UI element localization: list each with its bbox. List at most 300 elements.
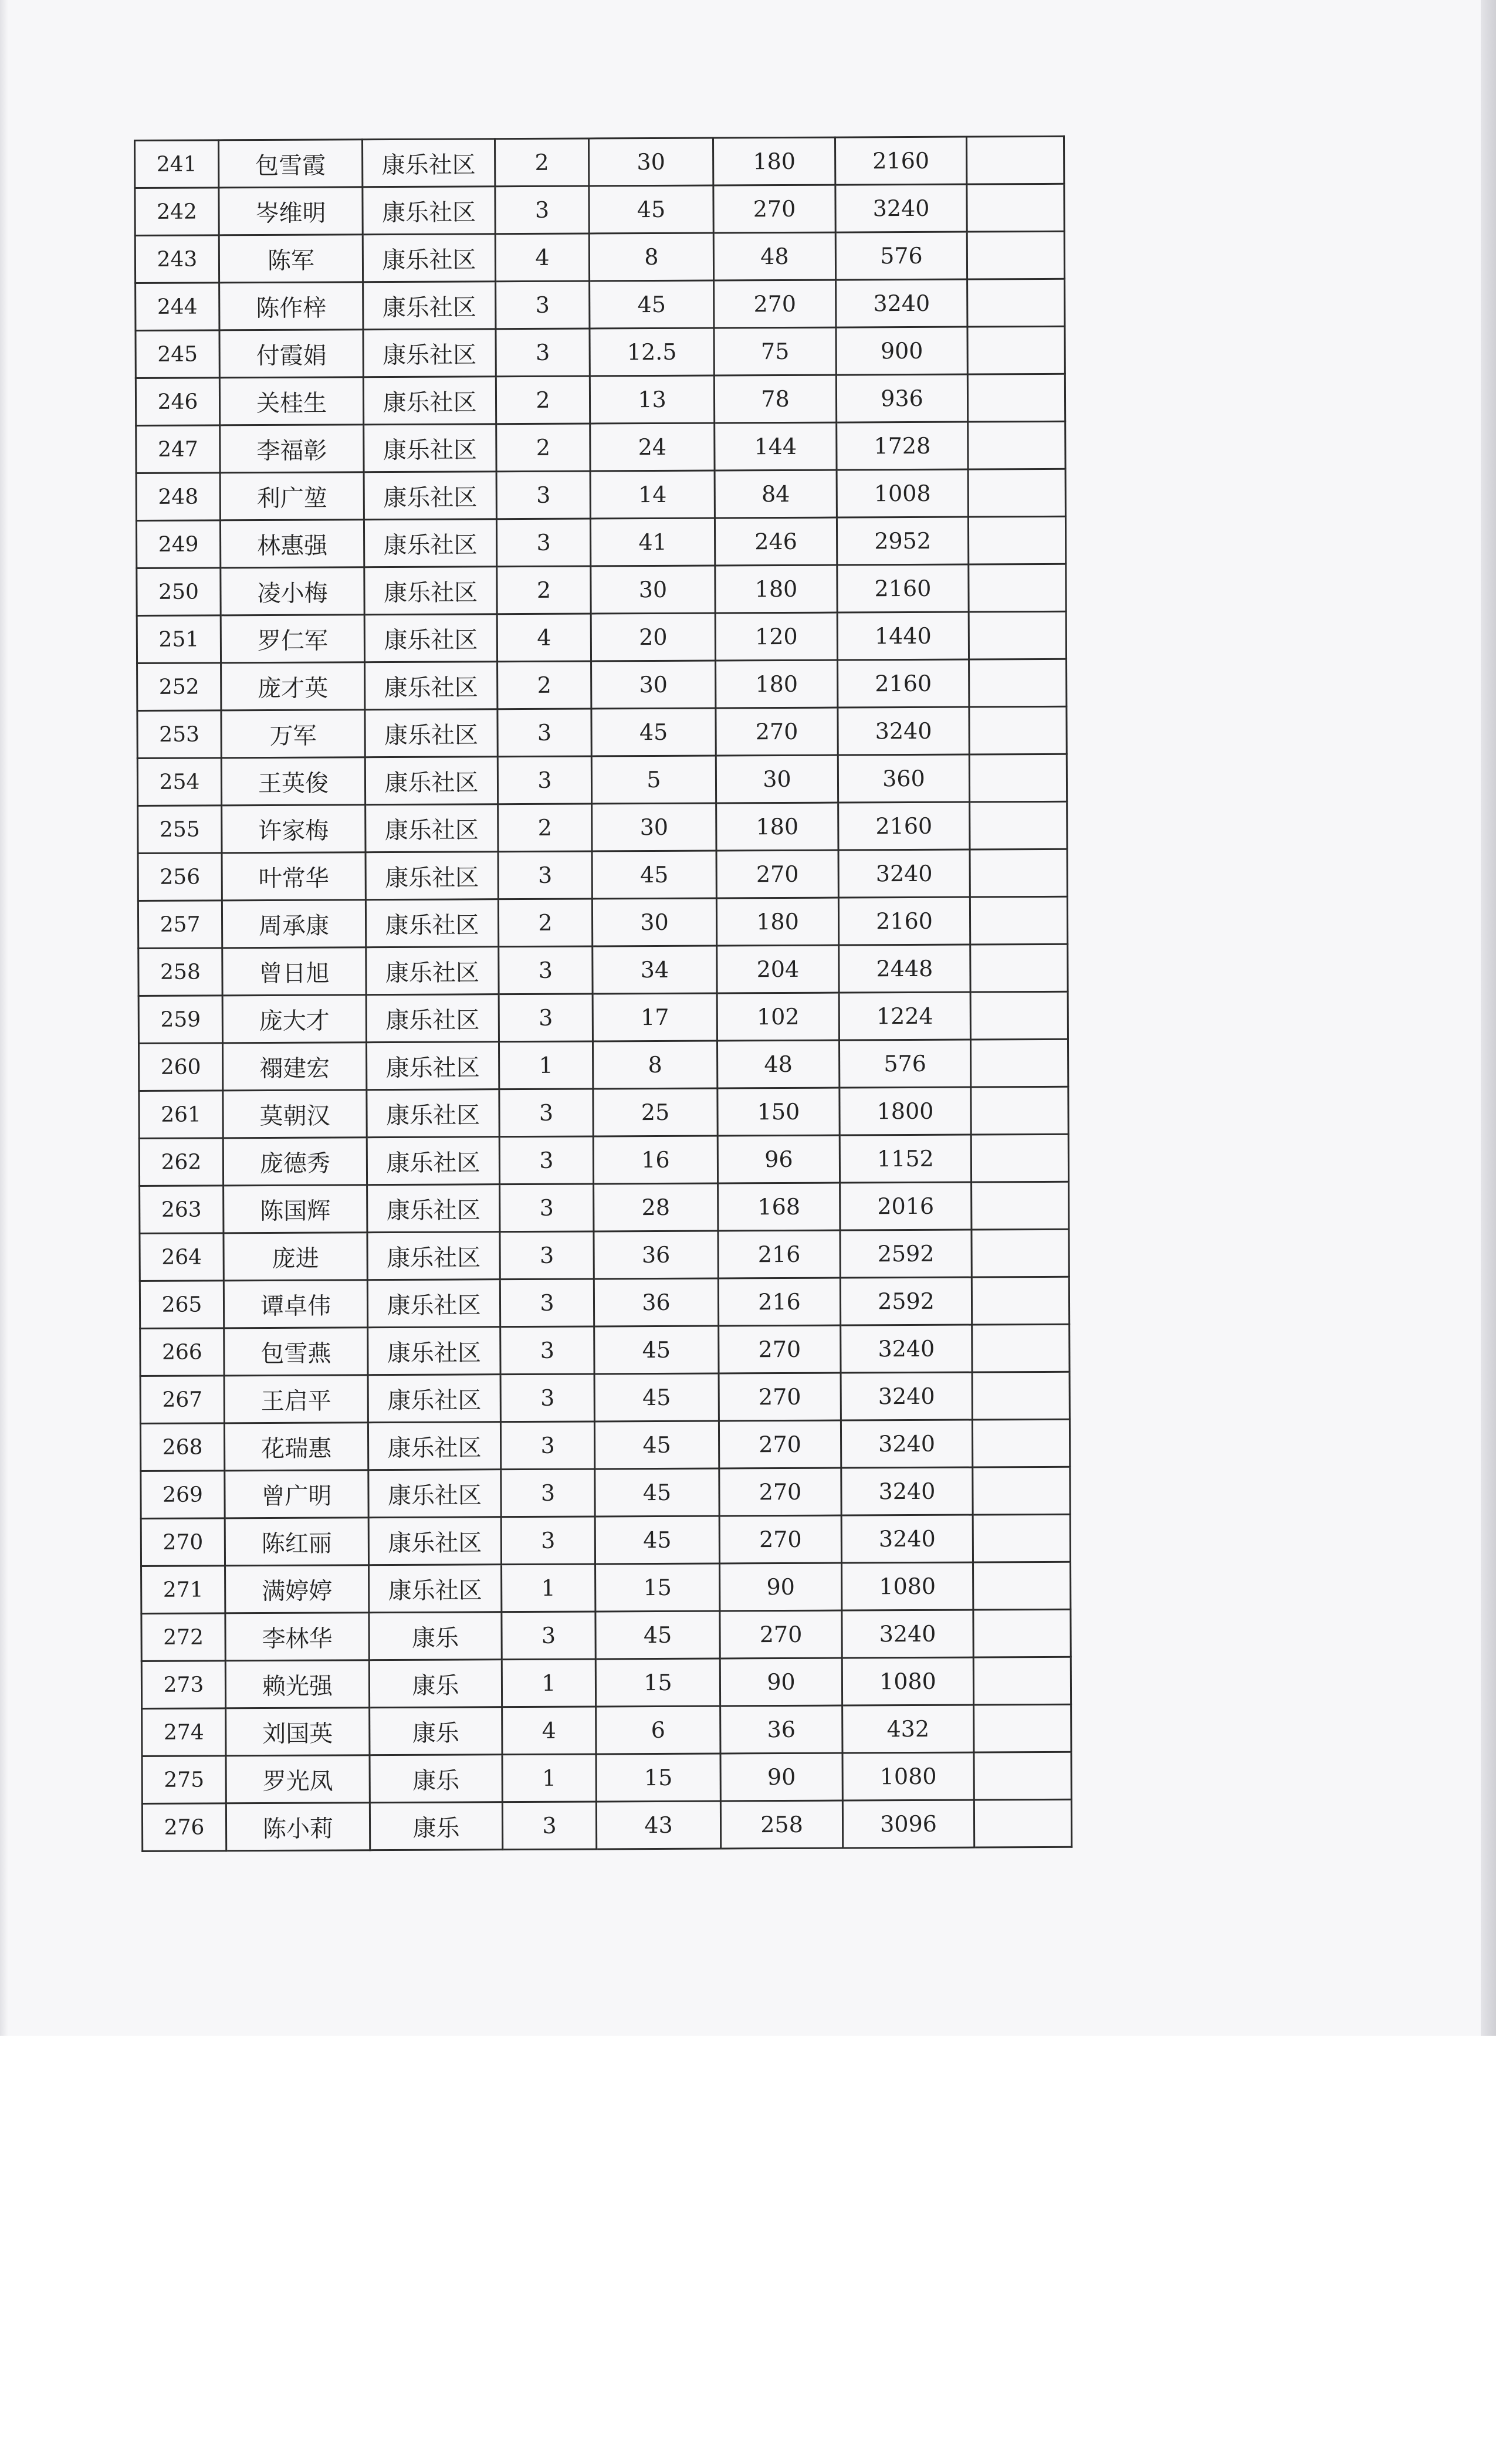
row-number-cell: 251 (137, 615, 221, 664)
row-number-cell: 249 (136, 520, 220, 568)
row-number-cell: 269 (141, 1471, 225, 1519)
row-number-cell: 264 (140, 1233, 224, 1281)
remark-cell (967, 184, 1064, 232)
table-row (141, 1562, 1071, 1613)
resident-name-cell: 曾日旭 (222, 947, 366, 996)
community-cell: 康乐社区 (367, 1232, 500, 1280)
row-number-cell: 266 (140, 1328, 224, 1376)
community-cell: 康乐社区 (366, 1042, 499, 1090)
remark-cell (968, 469, 1065, 517)
remark-cell (971, 1134, 1068, 1182)
monthly-amount-cell: 270 (719, 1373, 841, 1421)
row-number-cell: 270 (141, 1518, 225, 1566)
remark-cell (970, 849, 1067, 897)
community-cell: 康乐社区 (364, 567, 497, 615)
table-row (138, 896, 1067, 948)
annual-amount-cell: 2160 (835, 137, 966, 185)
resident-name-cell: 凌小梅 (221, 567, 364, 615)
row-number-cell: 246 (136, 378, 219, 426)
resident-name-cell: 庞才英 (221, 662, 365, 710)
table-row (135, 136, 1064, 188)
quantity-cell: 15 (595, 1563, 720, 1612)
monthly-amount-cell: 90 (720, 1563, 842, 1611)
row-number-cell: 272 (141, 1613, 225, 1661)
quantity-cell: 20 (591, 613, 715, 661)
remark-cell (968, 421, 1065, 469)
row-number-cell: 259 (138, 996, 222, 1044)
resident-name-cell: 满婷婷 (225, 1565, 369, 1613)
monthly-amount-cell: 180 (716, 898, 838, 946)
monthly-amount-cell: 270 (719, 1515, 841, 1563)
annual-amount-cell: 900 (836, 327, 967, 375)
table-row (142, 1752, 1071, 1803)
quantity-cell: 45 (592, 851, 716, 899)
row-number-cell: 263 (140, 1186, 224, 1234)
remark-cell (970, 896, 1067, 945)
row-number-cell: 265 (140, 1281, 224, 1329)
quantity-cell: 43 (596, 1801, 720, 1849)
quantity-cell: 30 (592, 803, 716, 851)
annual-amount-cell: 2160 (837, 564, 969, 612)
annual-amount-cell: 3240 (835, 184, 967, 232)
resident-name-cell: 陈国辉 (224, 1185, 367, 1233)
row-number-cell: 275 (142, 1756, 226, 1804)
resident-name-cell: 周承康 (222, 900, 365, 948)
row-number-cell: 258 (138, 948, 222, 996)
count-cell: 4 (497, 614, 591, 662)
community-cell: 康乐社区 (364, 472, 496, 520)
resident-name-cell: 禤建宏 (222, 1043, 366, 1091)
monthly-amount-cell: 270 (720, 1610, 842, 1659)
count-cell: 3 (496, 471, 590, 519)
annual-amount-cell: 3240 (841, 1420, 972, 1468)
count-cell: 3 (500, 1184, 594, 1232)
annual-amount-cell: 3240 (836, 279, 967, 327)
table-row (138, 1039, 1068, 1091)
remark-cell (969, 754, 1067, 802)
community-cell: 康乐 (369, 1660, 502, 1708)
annual-amount-cell: 432 (842, 1705, 974, 1753)
community-cell: 康乐社区 (363, 234, 495, 282)
count-cell: 3 (500, 1279, 594, 1327)
row-number-cell: 241 (135, 140, 219, 188)
table-row (139, 1134, 1068, 1186)
row-number-cell: 245 (136, 330, 219, 378)
community-cell: 康乐社区 (363, 329, 496, 377)
count-cell: 2 (496, 424, 590, 472)
quantity-cell: 30 (592, 898, 716, 946)
resident-name-cell: 陈小莉 (226, 1803, 370, 1851)
row-number-cell: 247 (136, 425, 220, 473)
row-number-cell: 262 (139, 1138, 223, 1186)
resident-name-cell: 花瑞惠 (224, 1423, 368, 1471)
row-number-cell: 267 (140, 1376, 224, 1424)
quantity-cell: 45 (595, 1516, 719, 1564)
community-cell: 康乐 (370, 1707, 502, 1755)
monthly-amount-cell: 102 (717, 993, 839, 1041)
annual-amount-cell: 1080 (842, 1752, 974, 1800)
count-cell: 3 (496, 329, 590, 377)
count-cell: 1 (499, 1041, 593, 1089)
resident-name-cell: 包雪霞 (219, 140, 363, 188)
resident-name-cell: 莫朝汉 (223, 1090, 367, 1138)
row-number-cell: 268 (140, 1423, 224, 1471)
quantity-cell: 30 (591, 566, 715, 614)
monthly-amount-cell: 180 (713, 137, 835, 185)
resident-name-cell: 李林华 (225, 1613, 369, 1661)
resident-name-cell: 赖光强 (225, 1660, 369, 1708)
annual-amount-cell: 3240 (838, 707, 969, 755)
quantity-cell: 6 (596, 1706, 720, 1754)
community-cell: 康乐 (370, 1802, 502, 1850)
row-number-cell: 253 (137, 710, 221, 759)
monthly-amount-cell: 270 (716, 708, 838, 756)
count-cell: 3 (502, 1802, 596, 1850)
table-row (136, 279, 1065, 330)
count-cell: 3 (499, 1136, 593, 1184)
resident-name-cell: 关桂生 (219, 377, 363, 425)
remark-cell (969, 706, 1067, 754)
resident-name-cell: 曾广明 (225, 1470, 368, 1518)
annual-amount-cell: 576 (839, 1040, 970, 1088)
table-row (136, 326, 1065, 378)
monthly-amount-cell: 168 (718, 1183, 840, 1231)
resident-name-cell: 王英俊 (221, 757, 365, 805)
remark-cell (967, 231, 1064, 279)
resident-name-cell: 庞大才 (222, 995, 366, 1043)
annual-amount-cell: 1080 (842, 1562, 973, 1610)
community-cell: 康乐社区 (363, 377, 496, 425)
remark-cell (972, 1324, 1069, 1372)
table-row (138, 849, 1067, 901)
annual-amount-cell: 3240 (841, 1372, 972, 1420)
annual-amount-cell: 1440 (837, 612, 969, 660)
row-number-cell: 271 (141, 1566, 225, 1614)
quantity-cell: 36 (594, 1231, 718, 1279)
remark-cell (972, 1229, 1069, 1277)
scan-edge-right (1481, 0, 1496, 2036)
quantity-cell: 28 (594, 1183, 718, 1231)
remark-cell (973, 1609, 1071, 1657)
annual-amount-cell: 3096 (842, 1800, 974, 1848)
monthly-amount-cell: 216 (718, 1278, 840, 1326)
annual-amount-cell: 2160 (838, 802, 970, 850)
annual-amount-cell: 936 (836, 374, 967, 422)
community-cell: 康乐社区 (364, 519, 496, 567)
annual-amount-cell: 360 (838, 754, 969, 803)
monthly-amount-cell: 180 (716, 803, 838, 851)
table-row (142, 1799, 1071, 1851)
monthly-amount-cell: 270 (719, 1420, 841, 1468)
quantity-cell: 15 (595, 1659, 720, 1707)
quantity-cell: 24 (590, 423, 715, 471)
quantity-cell: 17 (593, 993, 717, 1041)
count-cell: 3 (501, 1517, 595, 1565)
count-cell: 3 (497, 709, 591, 757)
monthly-amount-cell: 48 (717, 1040, 839, 1088)
annual-amount-cell: 1008 (837, 469, 968, 517)
subsidy-roster-table (134, 136, 1072, 1852)
monthly-amount-cell: 270 (713, 185, 835, 233)
row-number-cell: 252 (137, 663, 221, 711)
community-cell: 康乐 (369, 1612, 502, 1660)
community-cell: 康乐社区 (368, 1327, 500, 1375)
scan-edge-left (0, 0, 8, 2036)
resident-name-cell: 许家梅 (222, 805, 365, 853)
table-row (136, 421, 1065, 473)
monthly-amount-cell: 75 (714, 327, 836, 375)
annual-amount-cell: 1152 (840, 1135, 971, 1183)
count-cell: 3 (501, 1469, 595, 1517)
community-cell: 康乐社区 (365, 804, 498, 852)
monthly-amount-cell: 204 (717, 945, 839, 993)
monthly-amount-cell: 180 (715, 565, 837, 613)
community-cell: 康乐社区 (367, 1280, 500, 1328)
count-cell: 2 (498, 899, 592, 947)
annual-amount-cell: 1728 (837, 422, 968, 470)
quantity-cell: 36 (594, 1278, 718, 1326)
quantity-cell: 8 (589, 233, 713, 281)
monthly-amount-cell: 270 (719, 1325, 841, 1373)
annual-amount-cell: 576 (835, 232, 967, 280)
community-cell: 康乐社区 (365, 757, 497, 805)
count-cell: 3 (497, 756, 591, 804)
quantity-cell: 13 (590, 375, 714, 424)
remark-cell (972, 1182, 1069, 1230)
resident-name-cell: 罗仁军 (221, 615, 364, 663)
table-row (142, 1704, 1071, 1756)
quantity-cell: 15 (596, 1754, 720, 1802)
table-row (137, 659, 1067, 710)
resident-name-cell: 陈作梓 (219, 282, 363, 330)
community-cell: 康乐社区 (365, 899, 498, 947)
count-cell: 4 (495, 233, 589, 282)
count-cell: 3 (496, 281, 590, 329)
table-row (135, 231, 1064, 283)
remark-cell (972, 1372, 1069, 1420)
annual-amount-cell: 2952 (837, 517, 968, 565)
resident-name-cell: 利广堃 (220, 472, 364, 520)
remark-cell (967, 279, 1065, 327)
community-cell: 康乐社区 (367, 1137, 499, 1185)
community-cell: 康乐 (370, 1755, 502, 1803)
count-cell: 1 (502, 1564, 595, 1612)
table-row (140, 1277, 1069, 1328)
resident-name-cell: 陈红丽 (225, 1518, 368, 1566)
resident-name-cell: 李福彰 (220, 425, 364, 473)
community-cell: 康乐社区 (363, 187, 495, 235)
resident-name-cell: 包雪燕 (224, 1328, 368, 1376)
community-cell: 康乐社区 (365, 662, 497, 710)
resident-name-cell: 谭卓伟 (224, 1280, 367, 1328)
count-cell: 3 (499, 1089, 593, 1137)
quantity-cell: 45 (589, 185, 713, 233)
monthly-amount-cell: 90 (720, 1753, 842, 1801)
community-cell: 康乐社区 (367, 1089, 499, 1138)
count-cell: 4 (502, 1707, 596, 1755)
community-cell: 康乐社区 (368, 1517, 501, 1565)
monthly-amount-cell: 180 (716, 660, 838, 708)
remark-cell (972, 1277, 1069, 1325)
row-number-cell: 256 (138, 853, 222, 901)
quantity-cell: 45 (591, 708, 716, 756)
count-cell: 3 (500, 1326, 594, 1375)
table-row (139, 1087, 1068, 1138)
annual-amount-cell: 2592 (840, 1277, 972, 1325)
annual-amount-cell: 3240 (841, 1515, 973, 1563)
table-row (138, 991, 1068, 1043)
annual-amount-cell: 2592 (840, 1230, 972, 1278)
remark-cell (969, 611, 1066, 659)
quantity-cell: 45 (594, 1326, 719, 1374)
monthly-amount-cell: 246 (715, 517, 837, 566)
monthly-amount-cell: 36 (720, 1705, 842, 1754)
monthly-amount-cell: 258 (720, 1800, 842, 1849)
resident-name-cell: 付霞娟 (219, 330, 363, 378)
community-cell: 康乐社区 (366, 994, 499, 1043)
remark-cell (972, 1419, 1069, 1467)
quantity-cell: 34 (593, 946, 717, 994)
community-cell: 康乐社区 (367, 1184, 500, 1233)
quantity-cell: 5 (591, 756, 716, 804)
resident-name-cell: 庞德秀 (223, 1138, 367, 1186)
quantity-cell: 41 (590, 518, 715, 566)
count-cell: 3 (499, 994, 593, 1042)
remark-cell (973, 1514, 1070, 1562)
quantity-cell: 45 (595, 1611, 720, 1659)
annual-amount-cell: 2160 (838, 897, 970, 945)
count-cell: 2 (498, 804, 592, 852)
table-row (136, 516, 1065, 568)
remark-cell (968, 516, 1065, 564)
annual-amount-cell: 2160 (838, 659, 969, 708)
count-cell: 3 (496, 519, 590, 567)
remark-cell (969, 564, 1066, 612)
table-row (137, 754, 1067, 805)
table-row (141, 1514, 1070, 1566)
row-number-cell: 260 (138, 1043, 222, 1091)
remark-cell (966, 136, 1064, 184)
monthly-amount-cell: 144 (715, 422, 837, 471)
quantity-cell: 45 (594, 1421, 719, 1469)
table-row (141, 1657, 1071, 1708)
remark-cell (973, 1657, 1071, 1705)
row-number-cell: 257 (138, 901, 222, 949)
remark-cell (967, 374, 1065, 422)
table-row (138, 944, 1068, 996)
row-number-cell: 242 (135, 188, 219, 236)
annual-amount-cell: 1080 (842, 1657, 973, 1705)
table-row (136, 469, 1065, 520)
quantity-cell: 45 (594, 1373, 719, 1421)
remark-cell (974, 1799, 1071, 1847)
count-cell: 2 (495, 138, 589, 187)
count-cell: 1 (502, 1659, 595, 1707)
remark-cell (974, 1704, 1071, 1752)
row-number-cell: 273 (141, 1661, 225, 1709)
monthly-amount-cell: 48 (713, 232, 835, 280)
monthly-amount-cell: 270 (714, 280, 836, 328)
annual-amount-cell: 3240 (842, 1610, 973, 1658)
quantity-cell: 16 (593, 1136, 717, 1184)
remark-cell (973, 1562, 1071, 1610)
table-row (137, 564, 1066, 615)
table-row (140, 1419, 1069, 1471)
count-cell: 1 (502, 1754, 596, 1802)
count-cell: 3 (502, 1612, 595, 1660)
monthly-amount-cell: 216 (718, 1230, 840, 1278)
resident-name-cell: 王启平 (224, 1375, 368, 1423)
community-cell: 康乐社区 (365, 709, 497, 757)
count-cell: 2 (497, 566, 591, 614)
table-row (141, 1467, 1070, 1518)
roster-body (135, 136, 1072, 1851)
annual-amount-cell: 1800 (840, 1087, 971, 1135)
community-cell: 康乐社区 (363, 139, 495, 187)
count-cell: 3 (500, 1231, 594, 1280)
quantity-cell: 45 (590, 280, 714, 329)
community-cell: 康乐社区 (363, 282, 496, 330)
resident-name-cell: 林惠强 (220, 520, 364, 568)
table-row (140, 1182, 1069, 1233)
table-row (140, 1229, 1069, 1281)
community-cell: 康乐社区 (368, 1375, 500, 1423)
monthly-amount-cell: 270 (716, 850, 838, 898)
annual-amount-cell: 3240 (841, 1325, 972, 1373)
monthly-amount-cell: 96 (717, 1135, 840, 1183)
count-cell: 2 (497, 661, 591, 709)
table-row (138, 801, 1067, 853)
monthly-amount-cell: 90 (720, 1658, 842, 1706)
row-number-cell: 244 (136, 283, 219, 331)
quantity-cell: 30 (591, 661, 716, 709)
row-number-cell: 248 (136, 473, 220, 521)
resident-name-cell: 庞进 (224, 1233, 367, 1281)
quantity-cell: 25 (593, 1088, 717, 1136)
annual-amount-cell: 2016 (840, 1182, 972, 1230)
resident-name-cell: 叶常华 (222, 852, 365, 901)
row-number-cell: 250 (137, 568, 221, 616)
count-cell: 3 (495, 186, 589, 234)
resident-name-cell: 岑维明 (219, 187, 363, 235)
row-number-cell: 254 (137, 758, 221, 806)
remark-cell (970, 1039, 1068, 1087)
annual-amount-cell: 1224 (839, 992, 970, 1040)
quantity-cell: 45 (595, 1468, 719, 1517)
row-number-cell: 255 (138, 805, 222, 854)
count-cell: 3 (500, 1421, 594, 1470)
count-cell: 3 (500, 1374, 594, 1422)
resident-name-cell: 陈军 (219, 235, 363, 283)
count-cell: 2 (496, 376, 590, 424)
remark-cell (973, 1467, 1070, 1515)
table-row (137, 611, 1066, 663)
community-cell: 康乐社区 (368, 1422, 500, 1470)
remark-cell (970, 801, 1067, 849)
quantity-cell: 30 (588, 138, 713, 186)
community-cell: 康乐社区 (366, 947, 499, 995)
annual-amount-cell: 2448 (839, 945, 970, 993)
row-number-cell: 276 (142, 1803, 226, 1852)
remark-cell (970, 991, 1068, 1040)
row-number-cell: 243 (135, 235, 219, 283)
quantity-cell: 12.5 (590, 328, 714, 376)
annual-amount-cell: 3240 (838, 849, 970, 898)
table-row (141, 1609, 1071, 1661)
remark-cell (970, 944, 1068, 992)
table-row (135, 184, 1064, 235)
monthly-amount-cell: 120 (715, 612, 837, 661)
